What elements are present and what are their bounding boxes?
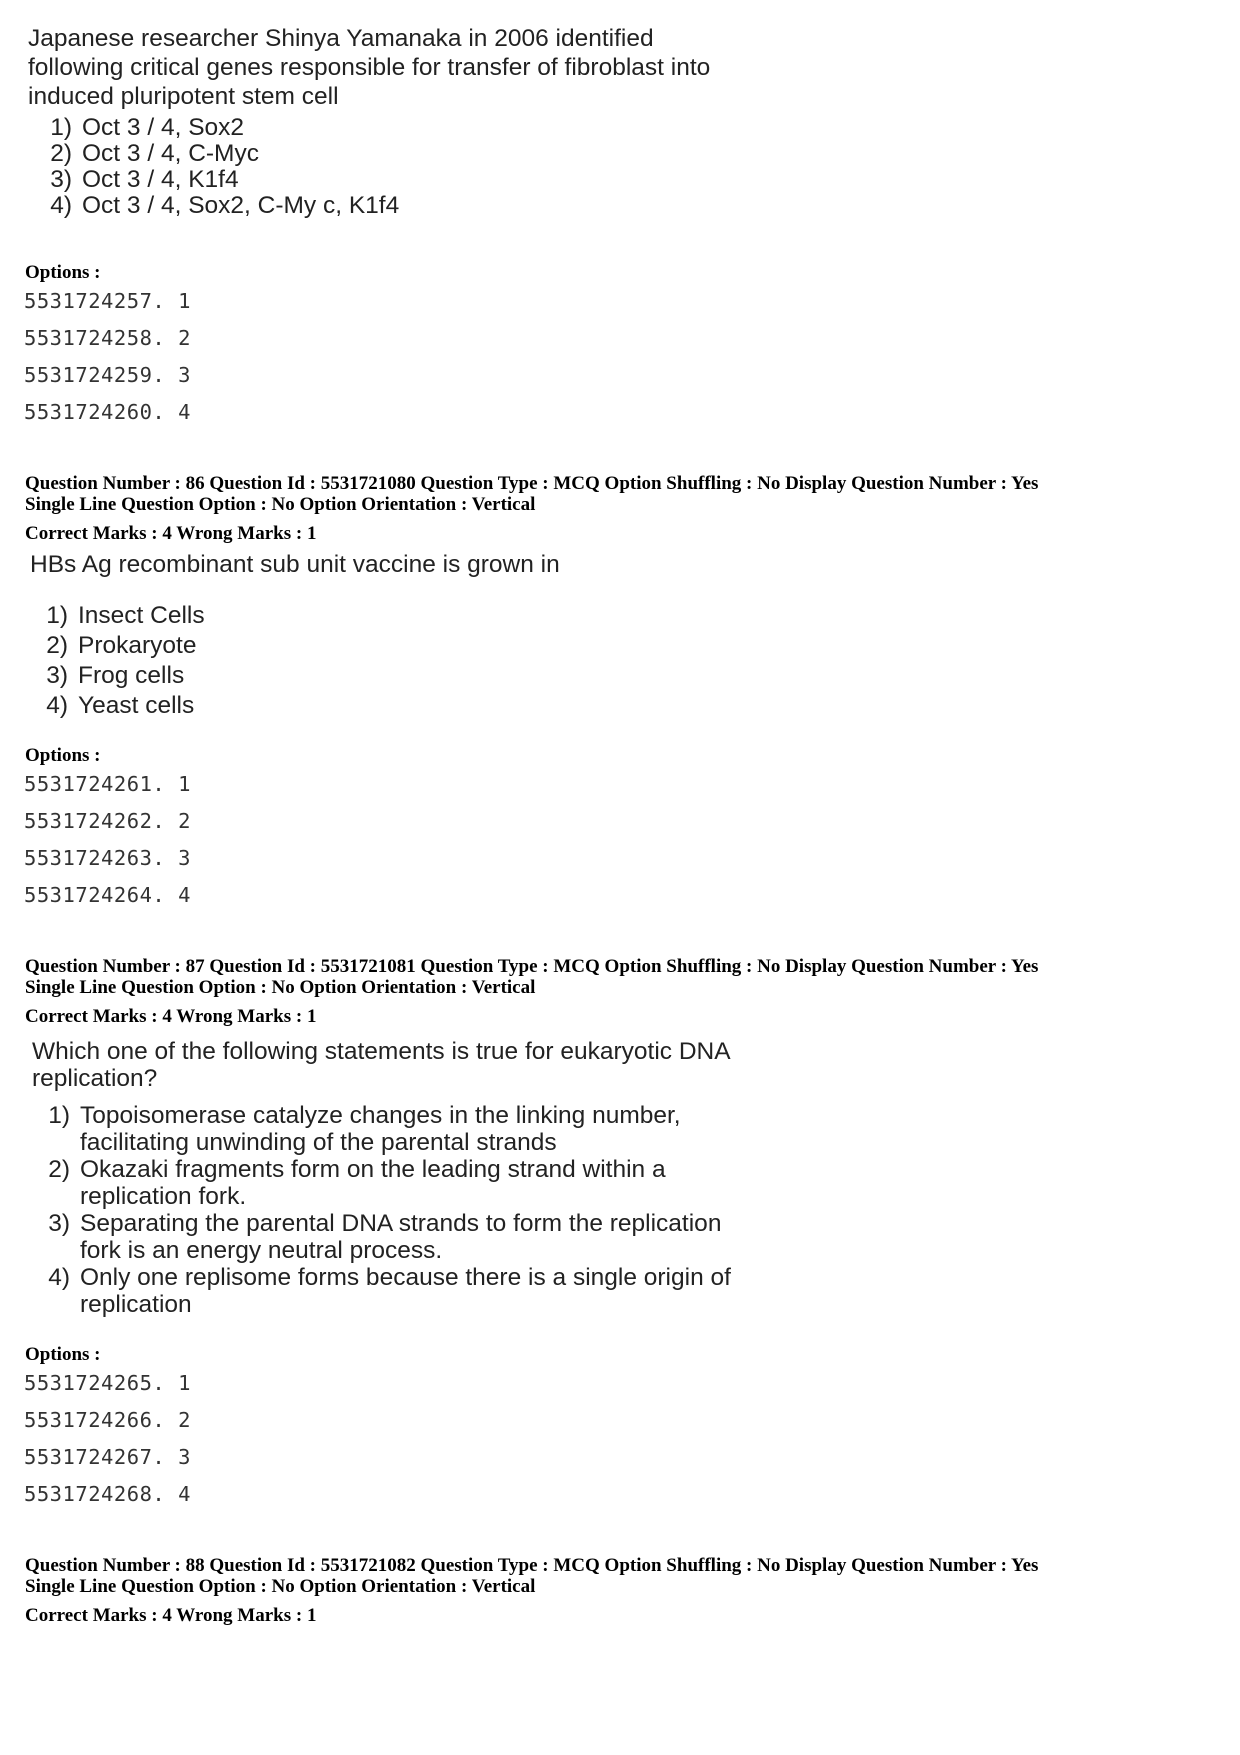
question-85-choices <box>34 115 748 219</box>
option-item: 5531724260. 4 <box>24 400 191 424</box>
option-item: 5531724263. 3 <box>24 846 191 870</box>
option-item: 5531724265. 1 <box>24 1371 191 1395</box>
question-meta-line: Question Number : 87 Question Id : 5531721081 Question Type : MCQ Option Shuffling : No Display Question Number : Yes <box>25 956 1039 977</box>
question-85-text-line: Japanese researcher Shinya Yamanaka in 2006 identified <box>28 25 654 52</box>
choice-item <box>34 193 748 219</box>
choice-item <box>30 661 650 691</box>
choice-text: Frog cells <box>78 662 185 689</box>
question-86-text: HBs Ag recombinant sub unit vaccine is grown in <box>30 551 560 578</box>
choice-text-line: replication fork. <box>80 1183 247 1210</box>
choice-text-line: Topoisomerase catalyze changes in the linking number, <box>80 1102 681 1129</box>
question-86-choices <box>30 601 650 721</box>
question-88-meta <box>25 1555 1038 1626</box>
question-87-text <box>32 1038 752 1092</box>
option-item: 5531724267. 3 <box>24 1445 191 1469</box>
choice-item <box>32 1210 752 1264</box>
choice-text-line: Separating the parental DNA strands to form the replication <box>80 1210 722 1237</box>
choice-item <box>32 1264 752 1318</box>
choice-item <box>34 115 748 141</box>
question-meta-line: Question Number : 86 Question Id : 5531721080 Question Type : MCQ Option Shuffling : No Display Question Number : Yes <box>25 473 1039 494</box>
choice-item <box>34 167 748 193</box>
option-item: 5531724257. 1 <box>24 289 191 313</box>
choice-number: 3) <box>48 1210 70 1237</box>
question-meta-line: Single Line Question Option : No Option Orientation : Vertical <box>25 1576 536 1597</box>
question-86-image <box>30 550 650 721</box>
choice-item <box>32 1156 752 1210</box>
choice-text <box>80 1264 752 1318</box>
choice-number: 1) <box>50 114 72 141</box>
question-85-text-line: induced pluripotent stem cell <box>28 83 339 110</box>
choice-number: 3) <box>50 166 72 193</box>
choice-number: 4) <box>48 1264 70 1291</box>
choice-text: Oct 3 / 4, Sox2 <box>82 114 245 141</box>
choice-text: Prokaryote <box>78 632 197 659</box>
option-item: 5531724261. 1 <box>24 772 191 796</box>
choice-number: 1) <box>46 602 68 629</box>
options-label: Options : <box>25 1344 101 1365</box>
choice-item <box>30 631 650 661</box>
choice-text-line: Only one replisome forms because there is a single origin of <box>80 1264 731 1291</box>
choice-text: Oct 3 / 4, Sox2, C-My c, K1f4 <box>82 192 400 219</box>
choice-number: 4) <box>50 192 72 219</box>
choice-text <box>80 1102 752 1156</box>
choice-item <box>32 1102 752 1156</box>
choice-item <box>30 691 650 721</box>
question-marks: Correct Marks : 4 Wrong Marks : 1 <box>25 523 317 544</box>
choice-item <box>30 601 650 631</box>
choice-number: 1) <box>48 1102 70 1129</box>
choice-text-line: replication <box>80 1291 192 1318</box>
option-item: 5531724258. 2 <box>24 326 191 350</box>
question-87-choices <box>32 1102 752 1318</box>
choice-text: Oct 3 / 4, K1f4 <box>82 166 239 193</box>
question-87-text-line: replication? <box>32 1065 158 1092</box>
choice-text-line: facilitating unwinding of the parental strands <box>80 1129 557 1156</box>
choice-text-line: Okazaki fragments form on the leading strand within a <box>80 1156 666 1183</box>
choice-number: 2) <box>48 1156 70 1183</box>
options-list <box>24 288 191 436</box>
question-86-meta <box>25 473 1038 544</box>
choice-text <box>80 1210 752 1264</box>
choice-text: Insect Cells <box>78 602 205 629</box>
choice-number: 4) <box>46 692 68 719</box>
option-item: 5531724266. 2 <box>24 1408 191 1432</box>
options-list <box>24 771 191 919</box>
option-item: 5531724259. 3 <box>24 363 191 387</box>
question-85-image <box>28 24 748 219</box>
question-85-text <box>28 24 748 111</box>
choice-text <box>80 1156 752 1210</box>
option-item: 5531724264. 4 <box>24 883 191 907</box>
question-87-meta <box>25 956 1038 1027</box>
question-marks: Correct Marks : 4 Wrong Marks : 1 <box>25 1605 317 1626</box>
choice-text: Yeast cells <box>78 692 195 719</box>
option-item: 5531724262. 2 <box>24 809 191 833</box>
question-87-text-line: Which one of the following statements is true for eukaryotic DNA <box>32 1038 731 1065</box>
choice-number: 2) <box>46 632 68 659</box>
choice-item <box>34 141 748 167</box>
question-marks: Correct Marks : 4 Wrong Marks : 1 <box>25 1006 317 1027</box>
question-87-image <box>32 1038 752 1318</box>
options-label: Options : <box>25 262 101 283</box>
question-meta-line: Single Line Question Option : No Option Orientation : Vertical <box>25 494 536 515</box>
choice-text-line: fork is an energy neutral process. <box>80 1237 443 1264</box>
choice-number: 3) <box>46 662 68 689</box>
choice-text: Oct 3 / 4, C-Myc <box>82 140 259 167</box>
option-item: 5531724268. 4 <box>24 1482 191 1506</box>
question-meta-line: Question Number : 88 Question Id : 5531721082 Question Type : MCQ Option Shuffling : No Display Question Number : Yes <box>25 1555 1039 1576</box>
choice-number: 2) <box>50 140 72 167</box>
options-list <box>24 1370 191 1518</box>
options-label: Options : <box>25 745 101 766</box>
question-meta-line: Single Line Question Option : No Option Orientation : Vertical <box>25 977 536 998</box>
question-85-text-line: following critical genes responsible for transfer of fibroblast into <box>28 54 711 81</box>
